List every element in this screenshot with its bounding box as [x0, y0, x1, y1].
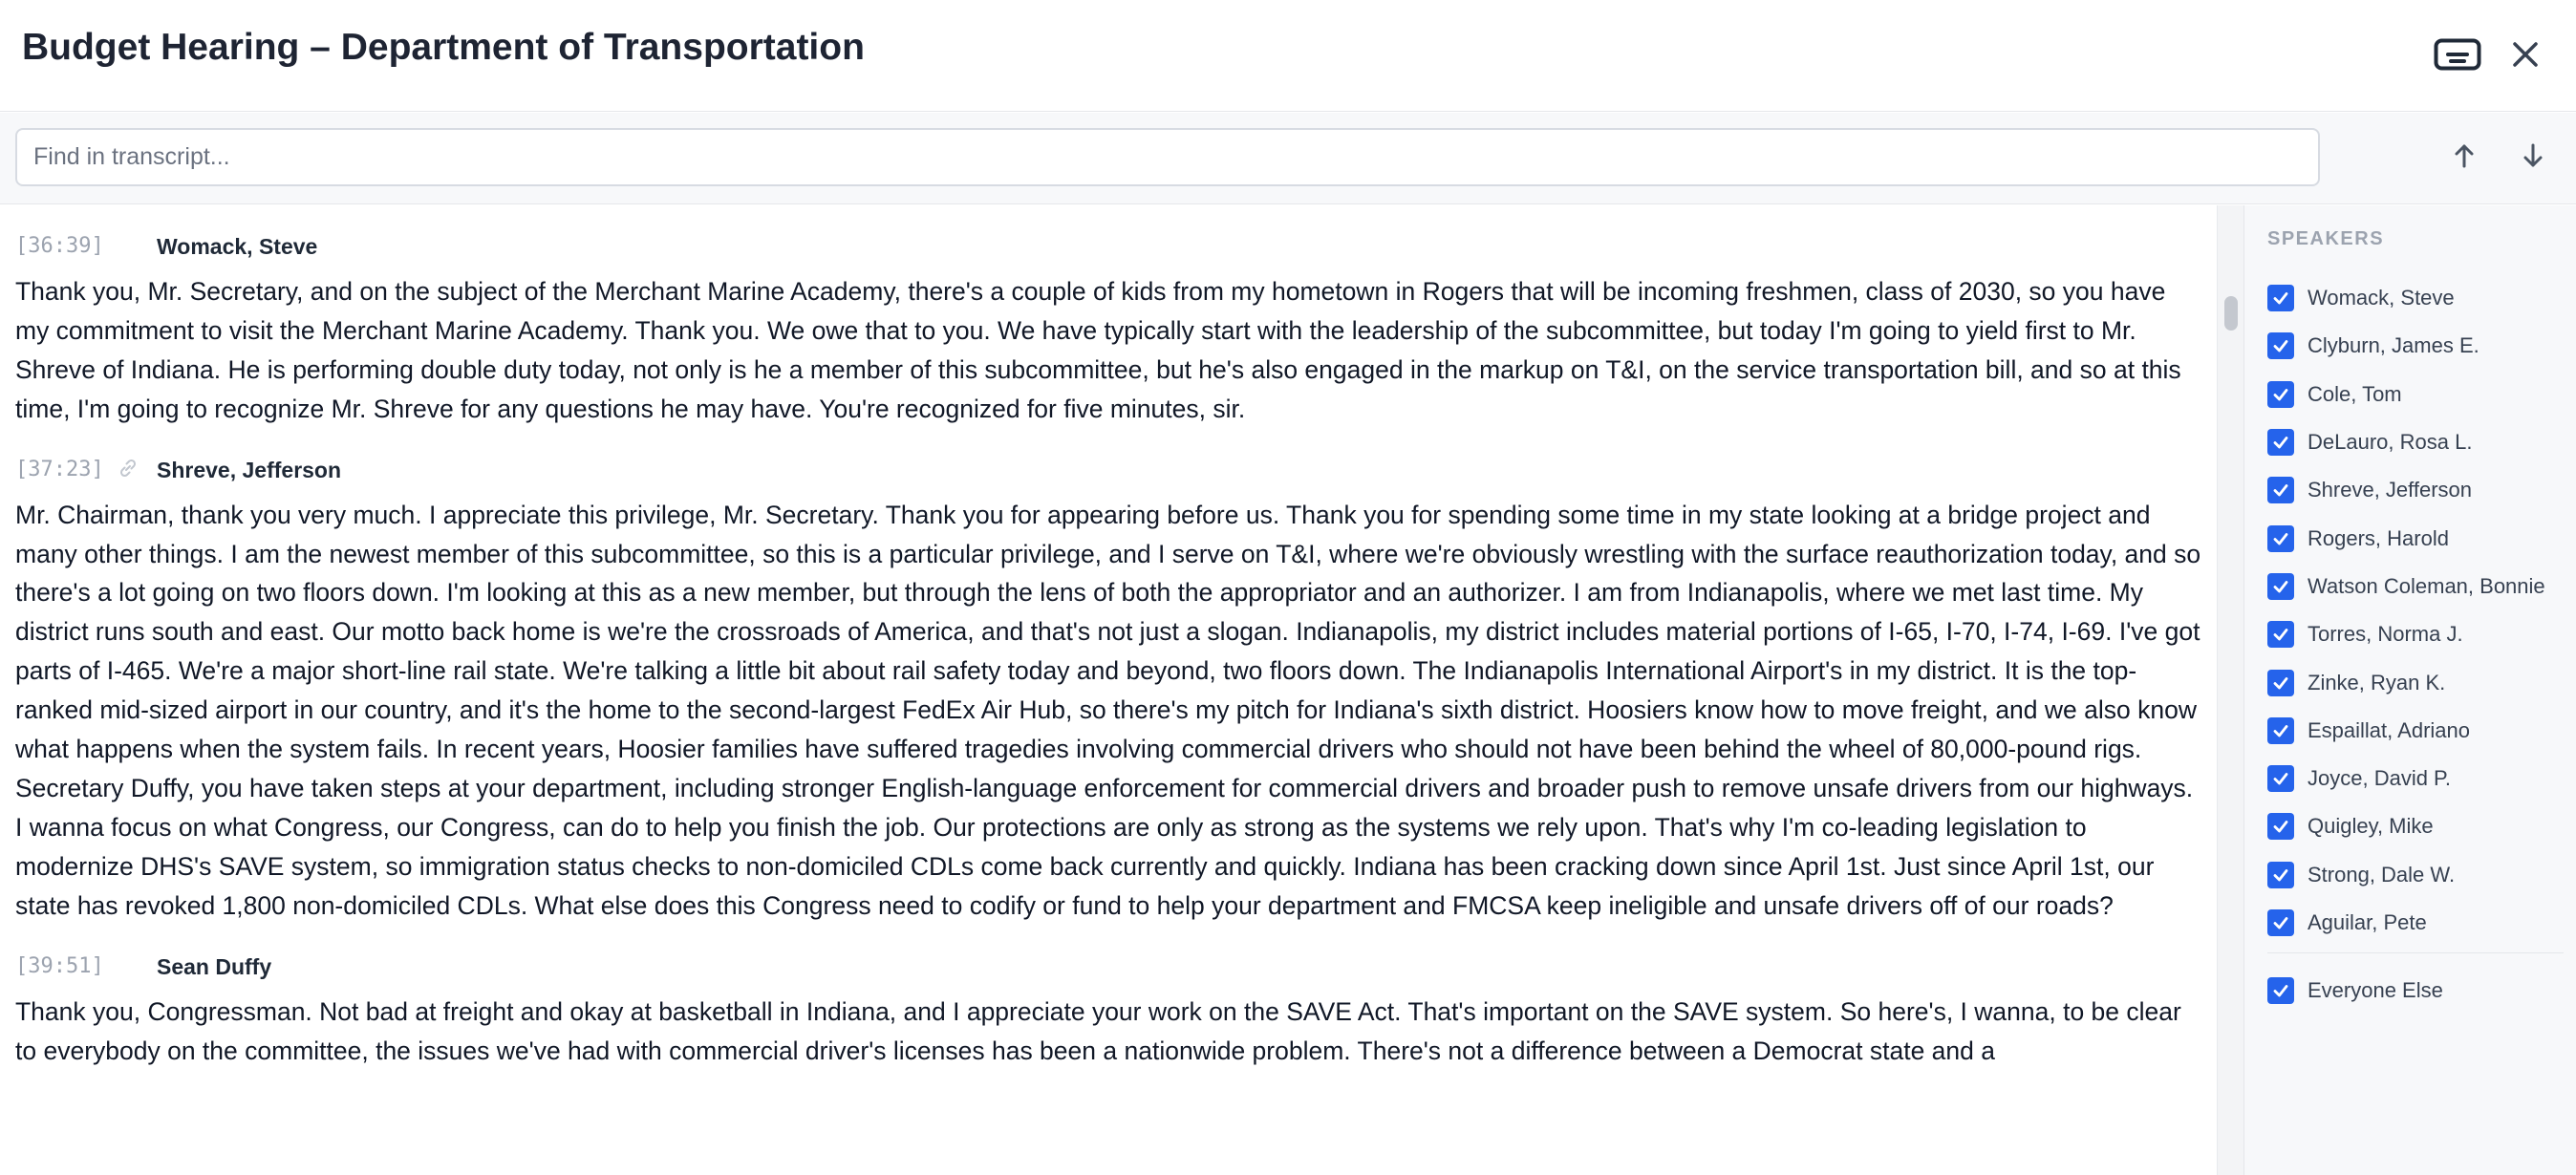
speaker-filter-label: Zinke, Ryan K.	[2308, 670, 2446, 694]
speaker-filter-label: Joyce, David P.	[2308, 766, 2452, 791]
checkbox[interactable]	[2267, 381, 2294, 408]
next-match-button[interactable]	[2510, 132, 2556, 183]
checkbox[interactable]	[2267, 765, 2294, 792]
checkbox[interactable]	[2267, 909, 2294, 936]
timestamp[interactable]: [36:39]	[15, 234, 104, 258]
checkbox[interactable]	[2267, 670, 2294, 696]
speaker-filter-label: Quigley, Mike	[2308, 814, 2434, 839]
checkbox[interactable]	[2267, 429, 2294, 456]
transcript-scrollbar[interactable]	[2217, 205, 2243, 1175]
check-icon	[2271, 913, 2290, 932]
speaker-filter-label: Watson Coleman, Bonnie	[2308, 573, 2545, 598]
speaker-filter-everyone-else[interactable]	[2267, 967, 2443, 1015]
speaker-filter-label: Strong, Dale W.	[2308, 862, 2456, 887]
previous-match-button[interactable]	[2441, 132, 2487, 183]
transcript-panel	[0, 205, 2217, 1175]
arrow-up-icon	[2453, 142, 2476, 174]
transcript-text: Thank you, Congressman. Not bad at freight and okay at basketball in Indiana, and I appreciate your work on the SAVE Act. That's important on the SAVE system. So here's, I wanna, to be clear to everybody on the committee, the issues we've had with commercial driver's licenses has been a nationwide problem. There's not a difference between a Democrat state and a	[15, 996, 2181, 1065]
check-icon	[2271, 433, 2290, 452]
arrow-down-icon	[2522, 142, 2544, 174]
checkbox[interactable]	[2267, 977, 2294, 1004]
speaker-filter-item[interactable]	[2267, 899, 2564, 947]
captions-button[interactable]	[2429, 31, 2486, 78]
checkbox[interactable]	[2267, 477, 2294, 503]
transcript-entry	[0, 429, 2217, 926]
speaker-filter-item[interactable]	[2267, 274, 2564, 322]
speaker-filter-item[interactable]	[2267, 322, 2564, 370]
header	[0, 0, 2576, 112]
speaker-filter-label: DeLauro, Rosa L.	[2308, 430, 2473, 455]
check-icon	[2271, 481, 2290, 500]
speaker-filter-label: Espaillat, Adriano	[2308, 717, 2470, 742]
check-icon	[2271, 721, 2290, 740]
timestamp[interactable]: [39:51]	[15, 953, 104, 978]
speaker-filter-item[interactable]	[2267, 371, 2564, 418]
check-icon	[2271, 769, 2290, 788]
speaker-filter-item[interactable]	[2267, 418, 2564, 466]
checkbox[interactable]	[2267, 285, 2294, 311]
scrollbar-thumb[interactable]	[2224, 296, 2238, 331]
checkbox[interactable]	[2267, 525, 2294, 552]
speaker-filter-label: Clyburn, James E.	[2308, 333, 2479, 358]
speakers-sidebar	[2243, 205, 2576, 1175]
close-icon	[2512, 41, 2539, 68]
transcript-text: Mr. Chairman, thank you very much. I appreciate this privilege, Mr. Secretary. Thank you for appearing before us. Thank you for spending some time in my state looking at a bridge project and many other things. I am the newest member of this subcommittee, so this is a particular privilege, and I serve on T&I, where we're obviously wrestling with the surface reauthorization today, and so there's a lot going on two floors down. I'm looking at this as a new member, but through the lens of both the appropriator and an authorizer. I am from Indianapolis, where we met last time. My district runs south and east. Our motto back home is we're the crossroads of America, and that's not just a slogan. Indianapolis, my district includes material portions of I-65, I-70, I-74, I-69. I've got parts of I-465. We're a major short-line rail state. We're talking a little bit about rail safety today and beyond, two floors down. The Indianapolis International Airport's in my district. It is the top-ranked mid-sized airport in our country, and it's the home to the second-largest FedEx Air Hub, so there's my pitch for Indiana's sixth district. Hoosiers know how to move freight, and we also know what happens when the system fails. In recent years, Hoosier families have suffered tragedies involving commercial drivers who should not have been behind the wheel of 80,000-pound rigs. Secretary Duffy, you have taken steps at your department, including stronger English-language enforcement for commercial drivers and broader push to remove unsafe drivers from our highways. I wanna focus on what Congress, our Congress, can do to help you finish the job. Our protections are only as strong as the systems we rely upon. That's why I'm co-leading legislation to modernize DHS's SAVE system, so immigration status checks to non-domiciled CDLs come back currently and quickly. Indiana has been cracking down since April 1st. Just since April 1st, our state has revoked 1,800 non-domiciled CDLs. What else does this Congress need to codify or fund to help your department and FMCSA keep ineligible and unsafe drivers off of our roads?	[15, 500, 2201, 920]
speaker-filter-item[interactable]	[2267, 466, 2564, 514]
speaker-filter-label: Womack, Steve	[2308, 286, 2455, 310]
check-icon	[2271, 865, 2290, 885]
check-icon	[2271, 981, 2290, 1000]
checkbox[interactable]	[2267, 621, 2294, 648]
speaker-filter-item[interactable]	[2267, 851, 2564, 899]
checkbox[interactable]	[2267, 813, 2294, 840]
speaker-name: Sean Duffy	[157, 953, 272, 979]
close-button[interactable]	[2497, 31, 2554, 78]
speaker-filter-item[interactable]	[2267, 514, 2564, 562]
speaker-filter-item[interactable]	[2267, 563, 2564, 610]
check-icon	[2271, 817, 2290, 836]
checkbox[interactable]	[2267, 862, 2294, 888]
transcript-text: Thank you, Mr. Secretary, and on the subject of the Merchant Marine Academy, there's a couple of kids from my hometown in Rogers that will be incoming freshmen, class of 2030, so you have my commitment to visit the Merchant Marine Academy. Thank you. We owe that to you. We have typically start with the leadership of the subcommittee, but today I'm going to yield first to Mr. Shreve of Indiana. He is performing double duty today, not only is he a member of this subcommittee, but he's also engaged in the markup on T&I, on the service transportation bill, and so at this time, I'm going to recognize Mr. Shreve for any questions he may have. You're recognized for five minutes, sir.	[15, 277, 2181, 423]
search-input[interactable]	[15, 128, 2320, 186]
check-icon	[2271, 577, 2290, 596]
speaker-filter-item[interactable]	[2267, 802, 2564, 850]
check-icon	[2271, 288, 2290, 308]
speaker-filter-label: Everyone Else	[2308, 978, 2443, 1003]
speaker-filter-label: Shreve, Jefferson	[2308, 478, 2473, 502]
speaker-filter-item[interactable]	[2267, 658, 2564, 706]
speaker-filter-label: Aguilar, Pete	[2308, 910, 2427, 934]
speaker-filter-label: Torres, Norma J.	[2308, 622, 2463, 647]
check-icon	[2271, 336, 2290, 355]
speaker-filter-label: Rogers, Harold	[2308, 525, 2449, 550]
page-title: Budget Hearing – Department of Transportation	[22, 27, 865, 68]
divider	[2267, 952, 2564, 953]
checkbox[interactable]	[2267, 717, 2294, 744]
checkbox[interactable]	[2267, 332, 2294, 359]
speaker-filter-item[interactable]	[2267, 755, 2564, 802]
speaker-name: Womack, Steve	[157, 234, 318, 259]
check-icon	[2271, 385, 2290, 404]
checkbox[interactable]	[2267, 573, 2294, 600]
link-icon[interactable]	[117, 457, 140, 480]
check-icon	[2271, 673, 2290, 693]
transcript-entry	[0, 205, 2217, 429]
speakers-heading: SPEAKERS	[2267, 228, 2385, 249]
speaker-filter-item[interactable]	[2267, 610, 2564, 658]
check-icon	[2271, 625, 2290, 644]
speaker-filter-list	[2267, 274, 2564, 947]
speaker-filter-item[interactable]	[2267, 707, 2564, 755]
captions-icon	[2434, 38, 2481, 71]
speaker-filter-label: Cole, Tom	[2308, 381, 2402, 406]
timestamp[interactable]: [37:23]	[15, 457, 104, 481]
check-icon	[2271, 529, 2290, 548]
transcript-entry	[0, 926, 2217, 1071]
search-bar	[0, 113, 2576, 204]
speaker-name: Shreve, Jefferson	[157, 457, 342, 482]
